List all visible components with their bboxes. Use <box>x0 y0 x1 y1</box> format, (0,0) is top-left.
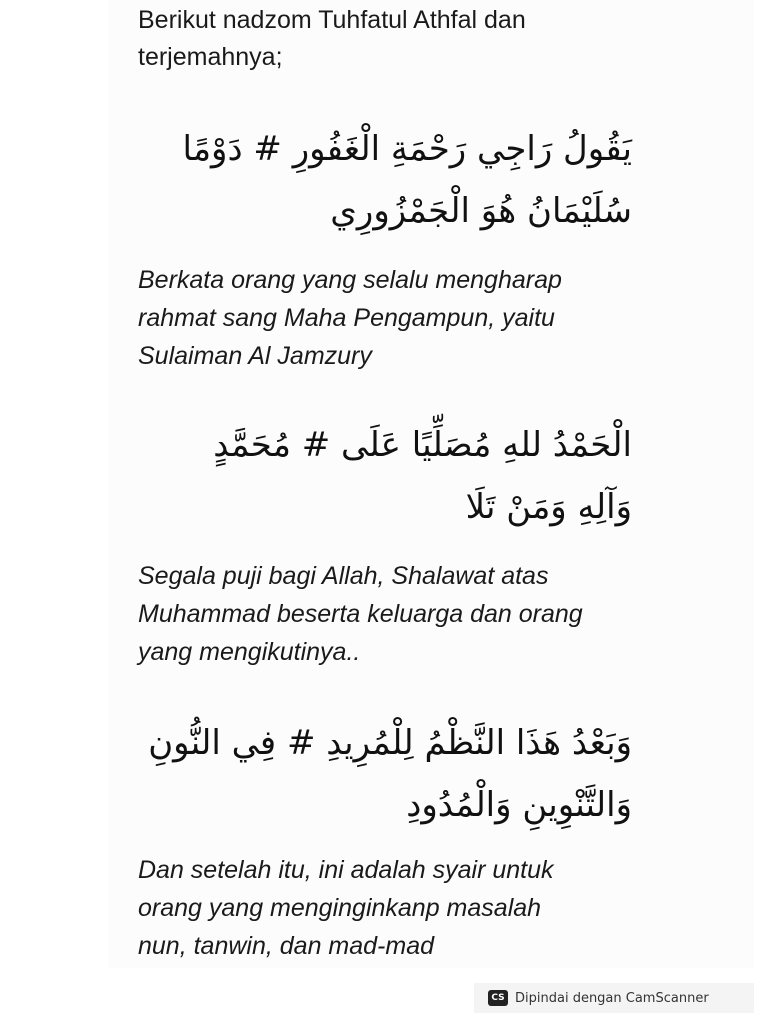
verse-1-arabic-line-2: سُلَيْمَانُ هُوَ الْجَمْزُورِي <box>330 191 632 231</box>
watermark-text: Dipindai dengan CamScanner <box>515 990 709 1006</box>
verse-2-translation-line-2: Muhammad beserta keluarga dan orang <box>138 600 583 628</box>
verse-3-arabic <box>112 712 632 836</box>
verse-2-arabic <box>112 414 632 538</box>
verse-2-arabic-line-2: وَآلِهِ وَمَنْ تَلَا <box>465 487 632 527</box>
camscanner-watermark <box>474 983 754 1013</box>
verse-3-translation <box>138 851 658 965</box>
verse-3-translation-line-3: nun, tanwin, dan mad-mad <box>138 932 435 960</box>
camscanner-logo-icon: CS <box>488 990 508 1006</box>
verse-1-translation <box>138 261 658 375</box>
verse-1-translation-line-2: rahmat sang Maha Pengampun, yaitu <box>138 304 555 332</box>
verse-3-arabic-line-1: وَبَعْدُ هَذَا النَّظْمُ لِلْمُرِيدِ # فِي النُّونِ <box>148 723 632 763</box>
verse-2-translation <box>138 557 658 671</box>
verse-2-translation-line-3: yang mengikutinya.. <box>138 638 361 666</box>
verse-3-translation-line-1: Dan setelah itu, ini adalah syair untuk <box>138 856 554 884</box>
intro-text <box>138 2 638 76</box>
verse-3-arabic-line-2: وَالتَّنْوِينِ وَالْمُدُودِ <box>406 785 632 825</box>
verse-1-arabic <box>112 118 632 242</box>
verse-1-translation-line-1: Berkata orang yang selalu mengharap <box>138 266 562 294</box>
intro-line-2: terjemahnya; <box>138 43 283 71</box>
intro-line-1: Berikut nadzom Tuhfatul Athfal dan <box>138 6 526 34</box>
verse-1-translation-line-3: Sulaiman Al Jamzury <box>138 342 372 370</box>
verse-2-translation-line-1: Segala puji bagi Allah, Shalawat atas <box>138 562 549 590</box>
verse-2-arabic-line-1: الْحَمْدُ للهِ مُصَلِّيًا عَلَى # مُحَمَّدٍ <box>213 425 632 465</box>
verse-1-arabic-line-1: يَقُولُ رَاجِي رَحْمَةِ الْغَفُورِ # دَوْمًا <box>182 129 632 169</box>
verse-3-translation-line-2: orang yang menginginkanp masalah <box>138 894 542 922</box>
